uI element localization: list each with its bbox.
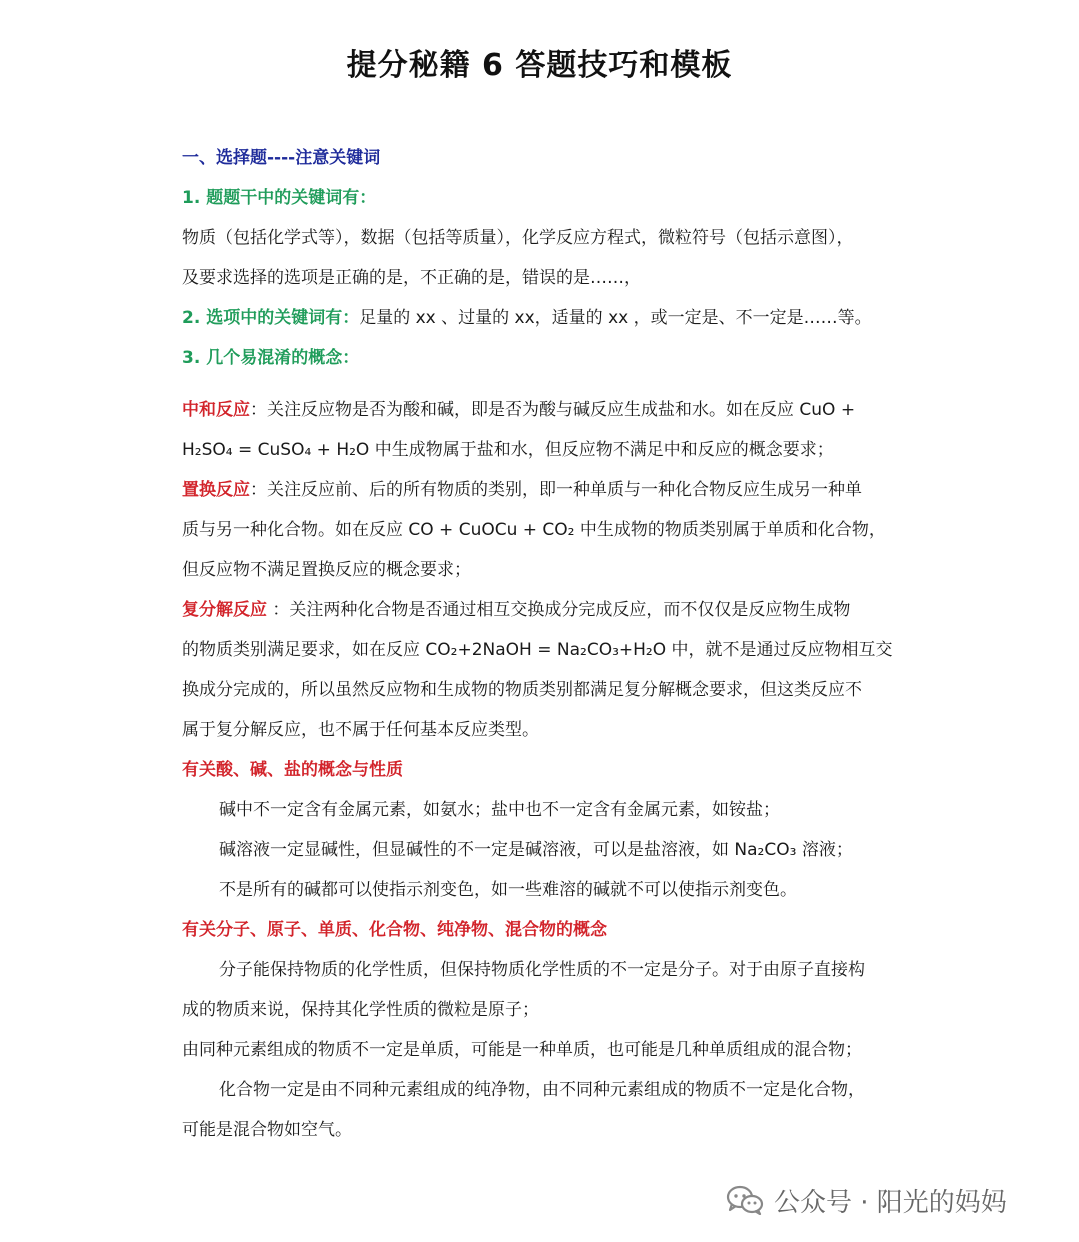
paragraph-line: 的物质类别满足要求，如在反应 CO₂+2NaOH = Na₂CO₃+H₂O 中，就不是通过反应物相互交 [182,640,893,660]
paragraph-line: 碱中不一定含有金属元素，如氨水；盐中也不一定含有金属元素，如铵盐； [219,800,780,820]
paragraph-line: 可能是混合物如空气。 [182,1120,352,1140]
paragraph-line: 不是所有的碱都可以使指示剂变色，如一些难溶的碱就不可以使指示剂变色。 [219,880,797,900]
paragraph-line: 成的物质来说，保持其化学性质的微粒是原子； [182,1000,539,1020]
acid-base-heading: 有关酸、碱、盐的概念与性质 [182,760,403,780]
neutralization-text: ：关注反应物是否为酸和碱，即是否为酸与碱反应生成盐和水。如在反应 CuO + [250,400,856,420]
paragraph-line: 由同种元素组成的物质不一定是单质，可能是一种单质，也可能是几种单质组成的混合物； [182,1040,862,1060]
item2-heading: 2. 选项中的关键词有： [182,308,360,328]
spacer [182,378,902,390]
item2-text: 足量的 xx 、过量的 xx，适量的 xx ，或一定是、不一定是……等。 [359,308,872,328]
paragraph-line: 换成分完成的，所以虽然反应物和生成物的物质类别都满足复分解概念要求，但这类反应不 [182,680,862,700]
neutralization-line [182,390,902,430]
section-heading: 一、选择题----注意关键词 [182,148,381,168]
item1-heading: 1. 题题干中的关键词有： [182,188,377,208]
item3-heading: 3. 几个易混淆的概念： [182,348,360,368]
paragraph-line: 化合物一定是由不同种元素组成的纯净物，由不同种元素组成的物质不一定是化合物， [219,1080,865,1100]
displacement-line [182,470,902,510]
double-decomposition-line [182,590,902,630]
paragraph-line: 质与另一种化合物。如在反应 CO + CuOCu + CO₂ 中生成物的物质类别属于单质和化合物， [182,520,886,540]
paragraph-line: 但反应物不满足置换反应的概念要求； [182,560,471,580]
paragraph-line: H₂SO₄ = CuSO₄ + H₂O 中生成物属于盐和水，但反应物不满足中和反应的概念要求； [182,440,834,460]
item2-line [182,298,902,338]
paragraph-line: 碱溶液一定显碱性，但显碱性的不一定是碱溶液，可以是盐溶液，如 Na₂CO₃ 溶液； [219,840,853,860]
watermark-text: 公众号 · 阳光的妈妈 [774,1187,1007,1218]
watermark [726,1180,1007,1220]
page-title: 提分秘籍 6 答题技巧和模板 [346,48,733,83]
wechat-icon [726,1185,764,1215]
double-decomposition-text: ：关注两种化合物是否通过相互交换成分完成反应，而不仅仅是反应物生成物 [267,600,851,620]
paragraph-line: 分子能保持物质的化学性质，但保持物质化学性质的不一定是分子。对于由原子直接构 [219,960,865,980]
neutralization-label: 中和反应 [182,400,250,420]
double-decomposition-label: 复分解反应 [182,600,267,620]
molecules-heading: 有关分子、原子、单质、化合物、纯净物、混合物的概念 [182,920,607,940]
paragraph-line: 物质（包括化学式等），数据（包括等质量），化学反应方程式，微粒符号（包括示意图）， [182,228,854,248]
displacement-text: ：关注反应前、后的所有物质的类别，即一种单质与一种化合物反应生成另一种单 [250,480,862,500]
paragraph-line: 属于复分解反应，也不属于任何基本反应类型。 [182,720,539,740]
document-body [182,138,902,1150]
paragraph-line: 及要求选择的选项是正确的是，不正确的是，错误的是……， [182,268,641,288]
displacement-label: 置换反应 [182,480,250,500]
